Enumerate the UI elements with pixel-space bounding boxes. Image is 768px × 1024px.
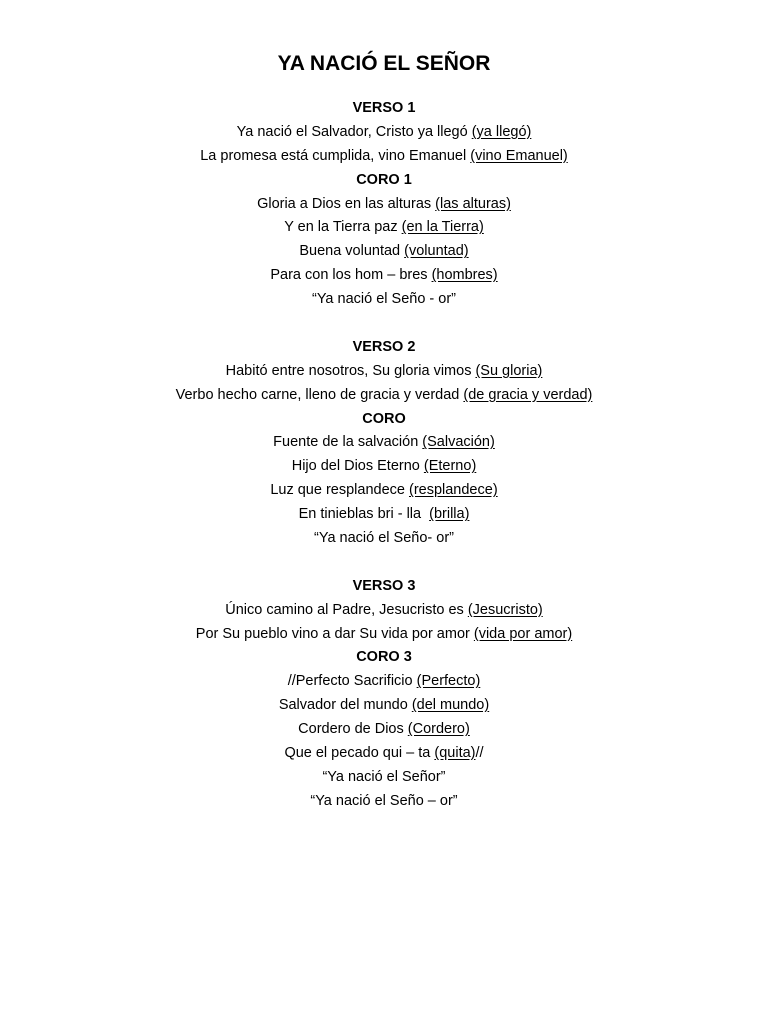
lyric-line — [0, 145, 768, 169]
section-heading: CORO — [362, 410, 406, 427]
lyric-text: Y en la Tierra paz — [284, 219, 402, 236]
lyric-text: “Ya nació el Seño- or” — [314, 530, 454, 547]
lyric-text: Por Su pueblo vino a dar Su vida por amor — [195, 625, 474, 642]
lyric-text: “Ya nació el Señor” — [322, 768, 446, 785]
lyric-line — [0, 527, 768, 551]
lyric-line — [0, 360, 768, 384]
lyric-text: Salvador del mundo — [278, 697, 412, 714]
lyric-text: Fuente de la salvación — [273, 434, 423, 451]
lyrics-body — [0, 97, 768, 814]
lyric-line — [0, 121, 768, 145]
lyric-echo: (las alturas) — [435, 195, 511, 212]
lyric-echo: (Eterno) — [423, 458, 477, 475]
lyric-echo: (brilla) — [429, 506, 470, 523]
lyric-echo: (resplandece) — [408, 482, 498, 499]
lyric-line — [0, 193, 768, 217]
section-heading: VERSO 3 — [352, 577, 416, 594]
lyric-echo: (Su gloria) — [475, 362, 543, 379]
lyric-text: //Perfecto Sacrificio — [287, 673, 417, 690]
stanza-spacer — [0, 312, 768, 336]
section-heading: VERSO 2 — [352, 338, 416, 355]
lyric-line — [0, 431, 768, 455]
lyric-text: Luz que resplandece — [270, 482, 409, 499]
lyric-echo: (quita) — [434, 745, 476, 762]
lyric-echo: (Jesucristo) — [467, 601, 543, 618]
lyric-line — [0, 384, 768, 408]
lyric-text: En tinieblas bri - lla — [298, 506, 430, 523]
lyric-text: Que el pecado qui – ta — [284, 745, 435, 762]
lyric-line — [0, 240, 768, 264]
lyric-line — [0, 718, 768, 742]
lyric-repeat-mark: // — [475, 745, 484, 762]
lyric-text: Único camino al Padre, Jesucristo es — [225, 601, 468, 618]
lyric-text: Ya nació el Salvador, Cristo ya llegó — [236, 123, 472, 140]
stanza-spacer — [0, 551, 768, 575]
lyric-text: Gloria a Dios en las alturas — [257, 195, 436, 212]
lyric-text: “Ya nació el Seño – or” — [310, 792, 458, 809]
lyric-echo: (voluntad) — [404, 243, 469, 260]
lyric-echo: (hombres) — [431, 267, 498, 284]
lyric-line — [0, 216, 768, 240]
lyric-line — [0, 766, 768, 790]
section-heading: VERSO 1 — [352, 100, 416, 116]
lyric-echo: (Perfecto) — [416, 673, 481, 690]
lyric-text: Verbo hecho carne, lleno de gracia y verdad — [175, 386, 464, 403]
lyric-text: Habitó entre nosotros, Su gloria vimos — [225, 362, 476, 379]
lyric-line — [0, 503, 768, 527]
lyric-line — [0, 790, 768, 814]
lyric-line — [0, 479, 768, 503]
lyric-echo: (vino Emanuel) — [470, 147, 568, 164]
lyric-text: Cordero de Dios — [298, 721, 408, 738]
lyric-echo: (vida por amor) — [473, 625, 573, 642]
lyric-line — [0, 623, 768, 647]
lyric-line — [0, 455, 768, 479]
lyric-echo: (ya llegó) — [471, 123, 532, 140]
lyric-text: Para con los hom – bres — [270, 267, 432, 284]
lyric-text: Buena voluntad — [299, 243, 405, 260]
section-heading: CORO 1 — [356, 171, 412, 188]
lyric-line — [0, 670, 768, 694]
lyric-echo: (Salvación) — [422, 434, 495, 451]
page-title: YA NACIÓ EL SEÑOR — [277, 52, 491, 75]
lyric-echo: (Cordero) — [407, 721, 470, 738]
lyric-text: La promesa está cumplida, vino Emanuel — [200, 147, 471, 164]
lyric-line — [0, 288, 768, 312]
lyric-line — [0, 694, 768, 718]
section-heading: CORO 3 — [356, 649, 412, 666]
lyric-echo: (en la Tierra) — [401, 219, 484, 236]
lyric-text: “Ya nació el Seño - or” — [312, 291, 456, 308]
lyric-line — [0, 742, 768, 766]
lyric-echo: (de gracia y verdad) — [463, 386, 593, 403]
lyric-line — [0, 599, 768, 623]
lyric-echo: (del mundo) — [411, 697, 490, 714]
lyric-text: Hijo del Dios Eterno — [291, 458, 424, 475]
lyric-line — [0, 264, 768, 288]
